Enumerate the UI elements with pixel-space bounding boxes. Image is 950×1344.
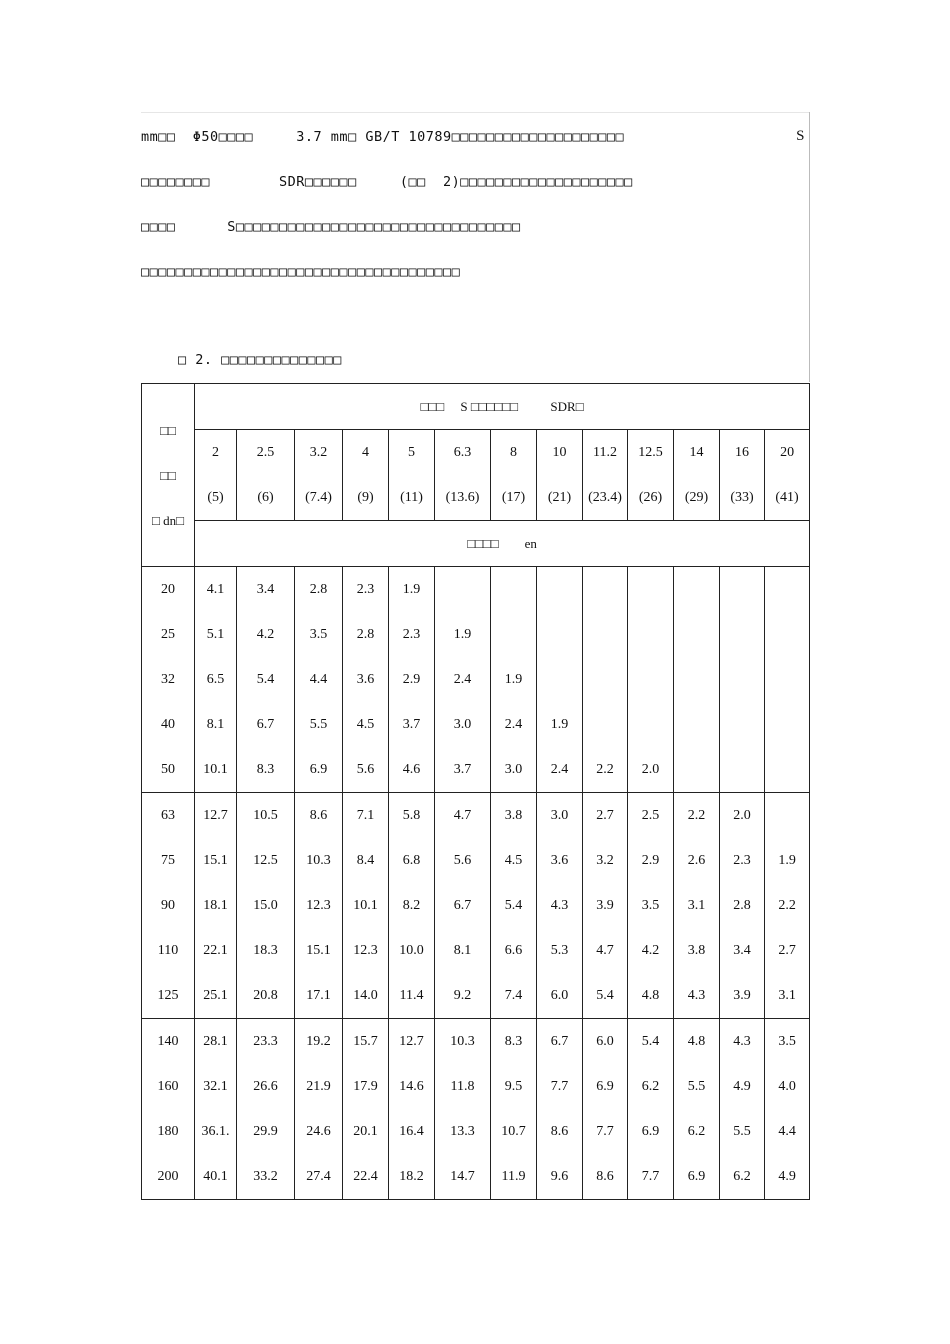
series-s-value: 2.5 bbox=[256, 445, 275, 460]
thickness-cell: 2.4 bbox=[537, 747, 583, 793]
thickness-cell: 3.0 bbox=[491, 747, 537, 793]
header-row-series bbox=[142, 384, 810, 430]
thickness-cell: 18.2 bbox=[389, 1154, 435, 1200]
thickness-cell bbox=[674, 702, 720, 747]
thickness-cell: 6.2 bbox=[720, 1154, 765, 1200]
thickness-cell: 15.0 bbox=[237, 883, 295, 928]
thickness-cell: 18.3 bbox=[237, 928, 295, 973]
dn-cell: 160 bbox=[142, 1064, 195, 1109]
thickness-cell: 3.5 bbox=[628, 883, 674, 928]
thickness-cell: 3.5 bbox=[765, 1019, 810, 1065]
thickness-cell: 6.6 bbox=[491, 928, 537, 973]
series-col-3 bbox=[343, 430, 389, 521]
thickness-cell: 3.0 bbox=[537, 793, 583, 839]
thickness-cell bbox=[765, 567, 810, 613]
dn-cell: 50 bbox=[142, 747, 195, 793]
thickness-cell bbox=[491, 612, 537, 657]
thickness-cell: 3.6 bbox=[343, 657, 389, 702]
thickness-cell bbox=[720, 567, 765, 613]
dn-cell: 63 bbox=[142, 793, 195, 839]
thickness-cell: 4.3 bbox=[674, 973, 720, 1019]
paragraph-line-3: □□□□ S□□□□□□□□□□□□□□□□□□□□□□□□□□□□□□□□□ bbox=[141, 219, 521, 235]
thickness-cell bbox=[628, 612, 674, 657]
thickness-cell bbox=[765, 702, 810, 747]
series-sdr-value: (11) bbox=[400, 490, 423, 505]
thickness-cell: 3.8 bbox=[674, 928, 720, 973]
dn-cell: 110 bbox=[142, 928, 195, 973]
thickness-cell bbox=[583, 612, 628, 657]
thickness-cell: 4.1 bbox=[195, 567, 237, 613]
thickness-cell bbox=[537, 657, 583, 702]
thickness-cell: 19.2 bbox=[295, 1019, 343, 1065]
thickness-cell: 2.5 bbox=[628, 793, 674, 839]
thickness-cell: 12.3 bbox=[343, 928, 389, 973]
thickness-cell: 16.4 bbox=[389, 1109, 435, 1154]
thickness-cell: 11.4 bbox=[389, 973, 435, 1019]
thickness-cell: 6.8 bbox=[389, 838, 435, 883]
thickness-cell: 3.4 bbox=[720, 928, 765, 973]
thickness-cell: 3.9 bbox=[583, 883, 628, 928]
series-sdr-value: (33) bbox=[730, 490, 754, 505]
thickness-cell: 5.5 bbox=[295, 702, 343, 747]
thickness-cell bbox=[765, 793, 810, 839]
series-col-11 bbox=[720, 430, 765, 521]
series-col-10 bbox=[674, 430, 720, 521]
thickness-cell: 40.1 bbox=[195, 1154, 237, 1200]
thickness-cell: 11.9 bbox=[491, 1154, 537, 1200]
thickness-cell: 4.7 bbox=[435, 793, 491, 839]
thickness-cell bbox=[628, 657, 674, 702]
thickness-cell: 10.1 bbox=[195, 747, 237, 793]
thickness-cell: 2.8 bbox=[343, 612, 389, 657]
intro-text-box bbox=[141, 112, 810, 382]
thickness-cell: 5.4 bbox=[491, 883, 537, 928]
thickness-cell: 6.9 bbox=[295, 747, 343, 793]
table-row bbox=[142, 1019, 810, 1065]
thickness-cell: 4.2 bbox=[628, 928, 674, 973]
thickness-cell: 1.9 bbox=[389, 567, 435, 613]
thickness-cell: 1.9 bbox=[765, 838, 810, 883]
thickness-cell: 6.0 bbox=[537, 973, 583, 1019]
thickness-cell: 4.4 bbox=[295, 657, 343, 702]
thickness-cell: 1.9 bbox=[537, 702, 583, 747]
wall-thickness-table bbox=[141, 383, 810, 1200]
thickness-cell: 4.6 bbox=[389, 747, 435, 793]
thickness-cell bbox=[583, 567, 628, 613]
thickness-cell: 5.4 bbox=[583, 973, 628, 1019]
thickness-cell: 12.3 bbox=[295, 883, 343, 928]
thickness-cell: 8.1 bbox=[195, 702, 237, 747]
thickness-cell: 18.1 bbox=[195, 883, 237, 928]
thickness-cell: 3.2 bbox=[583, 838, 628, 883]
thickness-header: □□□□ en bbox=[195, 521, 810, 567]
thickness-cell: 17.1 bbox=[295, 973, 343, 1019]
thickness-cell: 15.1 bbox=[295, 928, 343, 973]
thickness-cell bbox=[491, 567, 537, 613]
series-col-8 bbox=[583, 430, 628, 521]
thickness-cell: 8.4 bbox=[343, 838, 389, 883]
series-col-5 bbox=[435, 430, 491, 521]
series-s-value: 6.3 bbox=[453, 445, 472, 460]
series-sdr-value: (29) bbox=[684, 490, 709, 505]
thickness-cell: 6.0 bbox=[583, 1019, 628, 1065]
thickness-cell bbox=[628, 567, 674, 613]
dn-cell: 20 bbox=[142, 567, 195, 613]
table-row bbox=[142, 657, 810, 702]
thickness-cell: 7.7 bbox=[628, 1154, 674, 1200]
series-col-7 bbox=[537, 430, 583, 521]
thickness-cell: 4.8 bbox=[628, 973, 674, 1019]
thickness-cell: 6.2 bbox=[628, 1064, 674, 1109]
series-sdr-value: (5) bbox=[207, 490, 224, 505]
thickness-cell: 17.9 bbox=[343, 1064, 389, 1109]
table-row bbox=[142, 612, 810, 657]
table-row bbox=[142, 928, 810, 973]
thickness-cell: 3.1 bbox=[674, 883, 720, 928]
thickness-cell: 8.6 bbox=[295, 793, 343, 839]
thickness-cell: 2.9 bbox=[389, 657, 435, 702]
series-s-value: 5 bbox=[408, 445, 415, 460]
series-sdr-value: (13.6) bbox=[445, 490, 480, 505]
thickness-cell: 25.1 bbox=[195, 973, 237, 1019]
header-row-thickness bbox=[142, 521, 810, 567]
thickness-cell: 8.3 bbox=[237, 747, 295, 793]
thickness-cell: 5.4 bbox=[237, 657, 295, 702]
series-s-value: 10 bbox=[552, 445, 567, 460]
thickness-cell: 5.3 bbox=[537, 928, 583, 973]
thickness-cell: 9.6 bbox=[537, 1154, 583, 1200]
thickness-cell: 6.9 bbox=[674, 1154, 720, 1200]
thickness-cell: 32.1 bbox=[195, 1064, 237, 1109]
thickness-cell: 4.9 bbox=[765, 1154, 810, 1200]
thickness-cell: 7.7 bbox=[537, 1064, 583, 1109]
thickness-cell: 1.9 bbox=[435, 612, 491, 657]
thickness-cell: 3.1 bbox=[765, 973, 810, 1019]
thickness-cell: 1.9 bbox=[491, 657, 537, 702]
dn-cell: 40 bbox=[142, 702, 195, 747]
thickness-cell: 4.3 bbox=[720, 1019, 765, 1065]
thickness-cell: 3.0 bbox=[435, 702, 491, 747]
thickness-cell: 6.2 bbox=[674, 1109, 720, 1154]
thickness-cell: 2.6 bbox=[674, 838, 720, 883]
thickness-cell: 2.3 bbox=[343, 567, 389, 613]
series-col-6 bbox=[491, 430, 537, 521]
thickness-cell: 28.1 bbox=[195, 1019, 237, 1065]
thickness-cell: 3.6 bbox=[537, 838, 583, 883]
series-s-value: 12.5 bbox=[638, 445, 663, 460]
thickness-cell: 14.0 bbox=[343, 973, 389, 1019]
thickness-cell: 2.2 bbox=[674, 793, 720, 839]
thickness-cell: 13.3 bbox=[435, 1109, 491, 1154]
thickness-cell: 3.4 bbox=[237, 567, 295, 613]
thickness-cell: 8.1 bbox=[435, 928, 491, 973]
dn-cell: 200 bbox=[142, 1154, 195, 1200]
thickness-cell bbox=[720, 702, 765, 747]
thickness-cell: 3.5 bbox=[295, 612, 343, 657]
thickness-cell: 33.2 bbox=[237, 1154, 295, 1200]
series-col-2 bbox=[295, 430, 343, 521]
thickness-cell: 2.9 bbox=[628, 838, 674, 883]
thickness-cell: 22.1 bbox=[195, 928, 237, 973]
thickness-cell: 2.0 bbox=[628, 747, 674, 793]
thickness-cell: 4.2 bbox=[237, 612, 295, 657]
thickness-cell: 8.2 bbox=[389, 883, 435, 928]
thickness-cell: 2.2 bbox=[583, 747, 628, 793]
thickness-cell: 29.9 bbox=[237, 1109, 295, 1154]
thickness-cell bbox=[765, 612, 810, 657]
thickness-cell: 10.3 bbox=[435, 1019, 491, 1065]
series-sdr-value: (41) bbox=[775, 490, 799, 505]
table-row bbox=[142, 1109, 810, 1154]
thickness-cell bbox=[537, 567, 583, 613]
series-header: □□□ S □□□□□□ SDR□ bbox=[195, 384, 810, 430]
thickness-cell bbox=[435, 567, 491, 613]
thickness-cell: 5.6 bbox=[343, 747, 389, 793]
thickness-cell: 12.7 bbox=[389, 1019, 435, 1065]
thickness-cell bbox=[674, 747, 720, 793]
thickness-cell: 20.1 bbox=[343, 1109, 389, 1154]
thickness-cell: 26.6 bbox=[237, 1064, 295, 1109]
thickness-cell: 27.4 bbox=[295, 1154, 343, 1200]
thickness-cell: 4.0 bbox=[765, 1064, 810, 1109]
thickness-cell: 5.5 bbox=[720, 1109, 765, 1154]
thickness-cell: 2.3 bbox=[389, 612, 435, 657]
thickness-cell bbox=[765, 657, 810, 702]
thickness-cell bbox=[537, 612, 583, 657]
thickness-cell: 4.5 bbox=[343, 702, 389, 747]
thickness-cell: 4.4 bbox=[765, 1109, 810, 1154]
thickness-cell: 2.8 bbox=[720, 883, 765, 928]
series-sdr-value: (26) bbox=[638, 490, 663, 505]
thickness-cell: 7.1 bbox=[343, 793, 389, 839]
text-box-top-border bbox=[141, 112, 809, 113]
series-sdr-value: (7.4) bbox=[305, 490, 332, 505]
series-sdr-value: (9) bbox=[357, 490, 374, 505]
table-row bbox=[142, 747, 810, 793]
thickness-cell: 9.2 bbox=[435, 973, 491, 1019]
thickness-cell: 4.9 bbox=[720, 1064, 765, 1109]
thickness-cell bbox=[674, 612, 720, 657]
series-s-value: 14 bbox=[689, 445, 704, 460]
thickness-cell: 12.5 bbox=[237, 838, 295, 883]
thickness-cell: 5.5 bbox=[674, 1064, 720, 1109]
thickness-cell: 14.6 bbox=[389, 1064, 435, 1109]
table-row bbox=[142, 973, 810, 1019]
thickness-cell: 15.7 bbox=[343, 1019, 389, 1065]
series-sdr-value: (17) bbox=[501, 490, 526, 505]
table-row bbox=[142, 702, 810, 747]
thickness-cell: 3.7 bbox=[435, 747, 491, 793]
dn-cell: 32 bbox=[142, 657, 195, 702]
table-row bbox=[142, 793, 810, 839]
series-col-9 bbox=[628, 430, 674, 521]
series-s-value: 11.2 bbox=[593, 445, 617, 460]
thickness-cell: 4.7 bbox=[583, 928, 628, 973]
nominal-diameter-header bbox=[142, 384, 195, 567]
thickness-cell: 4.8 bbox=[674, 1019, 720, 1065]
thickness-cell: 11.8 bbox=[435, 1064, 491, 1109]
thickness-cell: 15.1 bbox=[195, 838, 237, 883]
table-row bbox=[142, 567, 810, 613]
table-caption: □ 2. □□□□□□□□□□□□□□ bbox=[178, 352, 342, 368]
thickness-cell: 3.9 bbox=[720, 973, 765, 1019]
header-row-values bbox=[142, 430, 810, 521]
thickness-cell bbox=[720, 612, 765, 657]
thickness-cell: 5.1 bbox=[195, 612, 237, 657]
thickness-cell: 23.3 bbox=[237, 1019, 295, 1065]
thickness-cell: 4.5 bbox=[491, 838, 537, 883]
table-row bbox=[142, 1064, 810, 1109]
series-s-value: 16 bbox=[735, 445, 749, 460]
series-col-12 bbox=[765, 430, 810, 521]
series-s-value: 2 bbox=[212, 445, 219, 460]
dn-cell: 75 bbox=[142, 838, 195, 883]
thickness-cell bbox=[583, 702, 628, 747]
thickness-cell: 8.6 bbox=[583, 1154, 628, 1200]
thickness-cell: 6.7 bbox=[237, 702, 295, 747]
row-header-line-2: □□ bbox=[160, 467, 176, 483]
thickness-cell: 8.6 bbox=[537, 1109, 583, 1154]
thickness-cell: 6.5 bbox=[195, 657, 237, 702]
row-header-line-1: □□ bbox=[160, 422, 176, 438]
paragraph-line-1: mm□□ Φ50□□□□ 3.7 mm□ GB/T 10789□□□□□□□□□□□□□□□□□□□□ bbox=[141, 129, 625, 145]
thickness-cell: 6.7 bbox=[537, 1019, 583, 1065]
thickness-cell: 10.0 bbox=[389, 928, 435, 973]
thickness-cell: 4.3 bbox=[537, 883, 583, 928]
thickness-cell: 10.7 bbox=[491, 1109, 537, 1154]
thickness-cell: 24.6 bbox=[295, 1109, 343, 1154]
dn-cell: 25 bbox=[142, 612, 195, 657]
table-row bbox=[142, 883, 810, 928]
thickness-cell: 20.8 bbox=[237, 973, 295, 1019]
thickness-cell: 2.0 bbox=[720, 793, 765, 839]
thickness-cell bbox=[720, 747, 765, 793]
thickness-cell: 2.2 bbox=[765, 883, 810, 928]
thickness-cell: 2.4 bbox=[491, 702, 537, 747]
thickness-cell: 3.7 bbox=[389, 702, 435, 747]
thickness-cell bbox=[628, 702, 674, 747]
dn-cell: 90 bbox=[142, 883, 195, 928]
thickness-cell: 22.4 bbox=[343, 1154, 389, 1200]
paragraph-line-2: □□□□□□□□ SDR□□□□□□ (□□ 2)□□□□□□□□□□□□□□□□□□□□ bbox=[141, 174, 633, 190]
series-sdr-value: (23.4) bbox=[588, 490, 622, 505]
thickness-cell: 5.6 bbox=[435, 838, 491, 883]
series-col-1 bbox=[237, 430, 295, 521]
series-col-0 bbox=[195, 430, 237, 521]
thickness-cell: 3.8 bbox=[491, 793, 537, 839]
thickness-cell: 2.3 bbox=[720, 838, 765, 883]
thickness-cell: 6.7 bbox=[435, 883, 491, 928]
series-s-value: 8 bbox=[510, 445, 517, 460]
thickness-cell: 12.7 bbox=[195, 793, 237, 839]
series-col-4 bbox=[389, 430, 435, 521]
thickness-cell bbox=[720, 657, 765, 702]
thickness-cell bbox=[674, 657, 720, 702]
thickness-cell bbox=[765, 747, 810, 793]
dn-cell: 180 bbox=[142, 1109, 195, 1154]
thickness-cell: 9.5 bbox=[491, 1064, 537, 1109]
thickness-cell: 2.8 bbox=[295, 567, 343, 613]
dn-cell: 125 bbox=[142, 973, 195, 1019]
thickness-cell: 7.7 bbox=[583, 1109, 628, 1154]
thickness-cell: 10.3 bbox=[295, 838, 343, 883]
thickness-cell: 5.8 bbox=[389, 793, 435, 839]
series-sdr-value: (21) bbox=[547, 490, 572, 505]
row-header-line-3: □ dn□ bbox=[152, 512, 184, 528]
thickness-cell: 5.4 bbox=[628, 1019, 674, 1065]
thickness-cell bbox=[583, 657, 628, 702]
series-s-value: 20 bbox=[780, 445, 795, 460]
thickness-cell: 2.7 bbox=[583, 793, 628, 839]
series-sdr-value: (6) bbox=[257, 490, 274, 505]
paragraph-line-4: □□□□□□□□□□□□□□□□□□□□□□□□□□□□□□□□□□□□□ bbox=[141, 264, 461, 280]
thickness-cell: 7.4 bbox=[491, 973, 537, 1019]
table-row bbox=[142, 1154, 810, 1200]
thickness-cell: 10.5 bbox=[237, 793, 295, 839]
thickness-cell bbox=[674, 567, 720, 613]
thickness-cell: 10.1 bbox=[343, 883, 389, 928]
dn-cell: 140 bbox=[142, 1019, 195, 1065]
thickness-cell: 2.7 bbox=[765, 928, 810, 973]
thickness-cell: 2.4 bbox=[435, 657, 491, 702]
series-s-value: 3.2 bbox=[309, 445, 328, 460]
table-row bbox=[142, 838, 810, 883]
thickness-cell: 36.1. bbox=[195, 1109, 237, 1154]
thickness-cell: 21.9 bbox=[295, 1064, 343, 1109]
thickness-cell: 8.3 bbox=[491, 1019, 537, 1065]
thickness-cell: 6.9 bbox=[583, 1064, 628, 1109]
paragraph-line-1-end: S bbox=[796, 128, 805, 144]
thickness-cell: 6.9 bbox=[628, 1109, 674, 1154]
thickness-cell: 14.7 bbox=[435, 1154, 491, 1200]
series-s-value: 4 bbox=[362, 445, 369, 460]
